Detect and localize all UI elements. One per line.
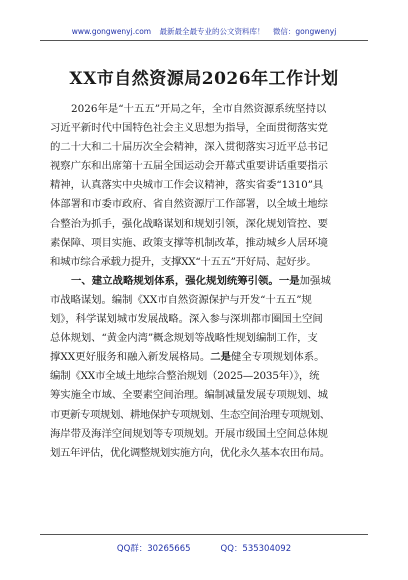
paragraph-1-line: 2026年是“十五五”开局之年，全市自然资源系统坚持以 <box>71 103 327 115</box>
paragraph-2-line: 筹实施全市域、全要素空间治理。编制减量发展专项规划、城 <box>50 389 328 402</box>
paragraph-1-line: 习近平新时代中国特色社会主义思想为指导，全面贯彻落实党 <box>50 122 328 135</box>
paragraph-1-line: 体部署和市委市政府、省自然资源厅工作部署，以全域土地综 <box>50 198 328 211</box>
page-header <box>0 26 408 37</box>
paragraph-2-first-line <box>50 272 364 291</box>
footer-qq: QQ：535304092 <box>220 544 292 554</box>
footer-qq-group: QQ群：30265665 <box>116 544 191 554</box>
paragraph-1-line: 精神，认真落实中央城市工作会议精神，落实省委“1310”具 <box>50 179 324 192</box>
point-one-start: 加强城 <box>299 274 331 287</box>
paragraph-2-line: 海岸带及海洋空间规划等专项规划。开展市级国土空间总体规 <box>50 427 328 440</box>
footer-divider <box>40 534 368 535</box>
document-body <box>50 100 364 463</box>
header-wechat: 微信：gongwenyj <box>272 27 337 36</box>
document-title: XX市自然资源局2026年工作计划 <box>69 69 339 89</box>
paragraph-2-line: 编制《XX市全域土地综合整治规划（2025—2035年）》，统 <box>50 370 320 383</box>
paragraph-2-line: 划》，科学谋划城市发展战略。深入参与深圳都市圈国土空间 <box>50 313 323 326</box>
point-two-start: 健全专项规划体系。 <box>231 351 325 364</box>
point-two-marker: 二是 <box>210 351 232 364</box>
point-one-marker: 一是 <box>278 274 300 287</box>
header-site-link[interactable]: www.gongwenyj.com <box>71 27 152 36</box>
paragraph-1-line: 和城市综合承载力提升，支撑XX“十五五”开好局、起好步。 <box>50 255 317 268</box>
header-divider <box>40 40 368 41</box>
page-footer <box>0 542 408 554</box>
paragraph-2-segment: 撑XX更好服务和融入新发展格局。 <box>50 351 211 364</box>
paragraph-2-line: 市战略谋划。编制《XX市自然资源保护与开发“十五五”规 <box>50 293 312 306</box>
paragraph-2-line: 市更新专项规划、耕地保护专项规划、生态空间治理专项规划、 <box>50 408 330 421</box>
section-heading: 一、建立战略规划体系，强化规划统筹引领。 <box>71 274 279 287</box>
paragraph-2-line: 划五年评估，优化调整规划实施方向，优化永久基本农田布局。 <box>50 446 330 459</box>
paragraph-2-line <box>50 348 364 367</box>
paragraph-1-line: 视察广东和出席第十五届全国运动会开幕式重要讲话重要指示 <box>50 160 328 173</box>
paragraph-1-line: 的二十大和二十届历次全会精神，深入贯彻落实习近平总书记 <box>50 141 328 154</box>
paragraph-1-line: 素保障、项目实施、政策支撑等机制改革，推动城乡人居环境 <box>50 236 328 249</box>
header-slogan: 最新最全最专业的公文资料库！ <box>159 27 265 36</box>
paragraph-2-line: 总体规划、“黄金内湾”概念规划等战略性规划编制工作，支 <box>50 332 318 345</box>
paragraph-1-line: 合整治为抓手，强化战略谋划和规划引领，深化规划管控、要 <box>50 217 328 230</box>
